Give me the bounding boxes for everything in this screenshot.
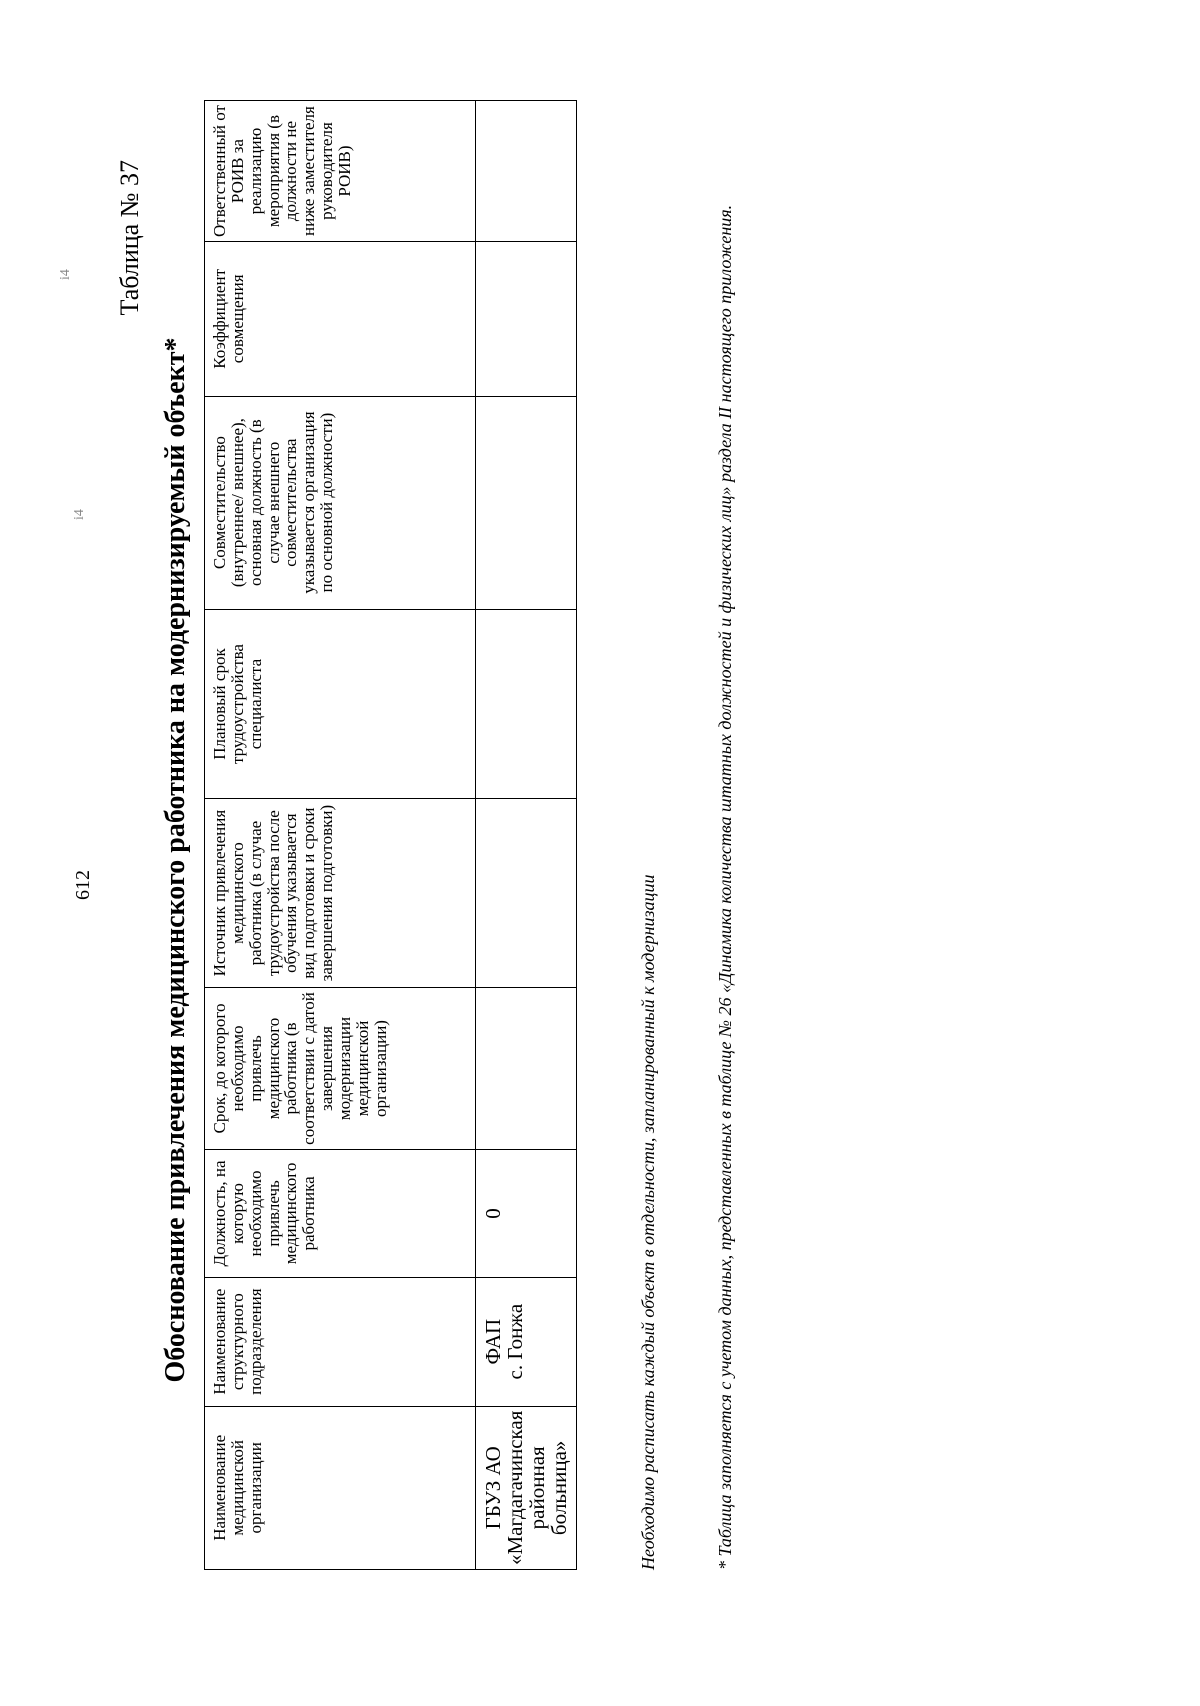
rotated-page xyxy=(58,100,1100,1660)
header-cell: Источник привлечения медицинского работника (в случае трудоустройства после обучения указывается вид подготовки и сроки завершения подготовки) xyxy=(205,799,476,987)
unit-name: ФАП xyxy=(481,1318,505,1365)
organization-cell: ГБУЗ АО «Магдагачинская районная больница» xyxy=(476,1406,577,1569)
header-cell: Наименование структурного подразделения xyxy=(205,1277,476,1406)
deadline-cell xyxy=(476,987,577,1149)
header-cell: Наименование медицинской организации xyxy=(205,1406,476,1569)
justification-table xyxy=(204,100,577,1570)
unit-location: с. Гонжа xyxy=(503,1303,528,1380)
header-cell: Ответственный от РОИВ за реализацию мероприятия (в должности не ниже заместителя руководителя РОИВ) xyxy=(205,101,476,242)
header-cell: Должность, на которую необходимо привлечь медицинского работника xyxy=(205,1150,476,1277)
table-row xyxy=(476,101,577,1570)
header-cell: Совместительство (внутреннее/ внешнее), основная должность (в случае внешнего совместительства указывается организация по основной должности) xyxy=(205,396,476,609)
header-cell: Срок, до которого необходимо привлечь медицинского работника (в соответствии с датой завершения модернизации медицинской организации) xyxy=(205,987,476,1149)
combination-cell xyxy=(476,396,577,609)
unit-cell xyxy=(476,1277,577,1406)
header-row xyxy=(205,101,476,1570)
scan-mark: і4 xyxy=(72,509,87,520)
page-title: Обоснование привлечения медицинского работника на модернизируемый объект* xyxy=(160,337,191,1383)
header-cell: Коэффициент совмещения xyxy=(205,242,476,396)
source-cell xyxy=(476,799,577,987)
position-cell: 0 xyxy=(476,1150,577,1277)
header-cell: Плановый срок трудоустройства специалиста xyxy=(205,609,476,799)
footnote-required: Необходимо расписать каждый объект в отдельности, запланированный к модернизации xyxy=(638,874,658,1570)
responsible-cell xyxy=(476,101,577,242)
footnote-asterisk: * Таблица заполняется с учетом данных, представленных в таблице № 26 «Динамика количества штатных должностей и физических лиц» раздела II настоящего приложения. xyxy=(715,204,735,1570)
scan-mark: і4 xyxy=(58,269,73,280)
coefficient-cell xyxy=(476,242,577,396)
planned-date-cell xyxy=(476,609,577,799)
page-number: 612 xyxy=(72,870,94,900)
table-number: Таблица № 37 xyxy=(115,160,144,316)
